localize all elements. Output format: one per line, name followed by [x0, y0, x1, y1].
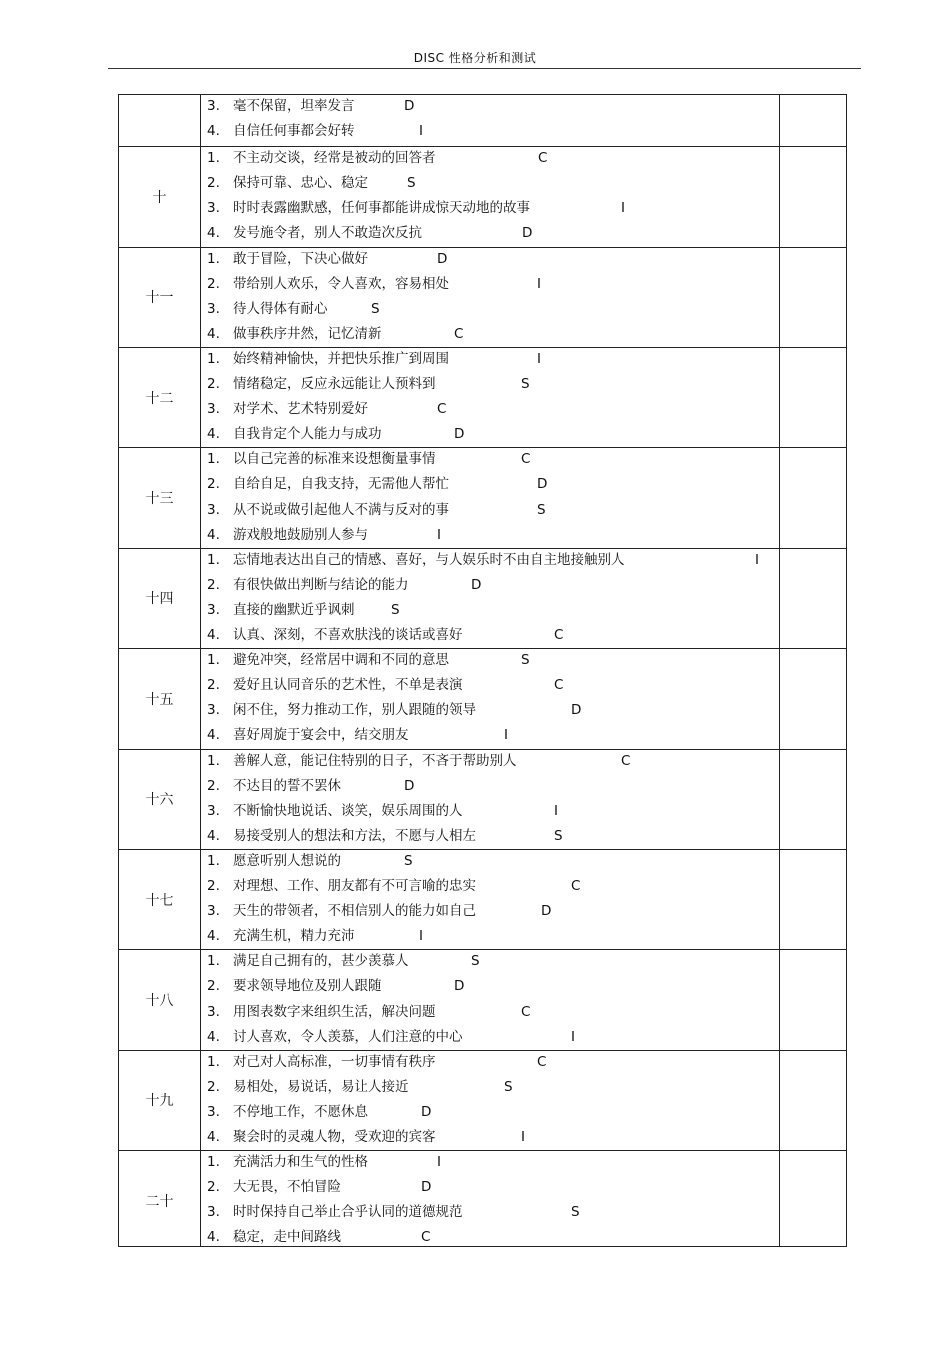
question-group	[119, 849, 846, 949]
option-text: 对理想、工作、朋友都有不可言喻的忠实	[233, 878, 476, 895]
option-index: 1.	[207, 150, 220, 167]
disc-type-label: D	[404, 98, 415, 114]
option-row	[207, 523, 368, 547]
option-text: 不达目的誓不罢休	[233, 777, 341, 794]
option-row	[207, 949, 409, 973]
option-text: 毫不保留，坦率发言	[233, 98, 355, 114]
option-index: 2.	[207, 275, 220, 292]
option-row	[207, 799, 463, 823]
question-group	[119, 146, 846, 246]
option-text: 保持可靠、忠心、稳定	[233, 175, 368, 192]
option-index: 3.	[207, 601, 220, 618]
disc-type-label: D	[421, 1103, 432, 1120]
option-text: 情绪稳定，反应永远能让人预料到	[233, 376, 436, 393]
option-row	[207, 824, 476, 848]
option-text: 愿意听别人想说的	[233, 853, 341, 869]
disc-type-label: D	[404, 777, 415, 794]
disc-type-label: I	[537, 275, 541, 292]
disc-type-label: C	[554, 677, 564, 694]
option-index: 1.	[207, 953, 220, 970]
option-row	[207, 874, 476, 898]
question-number: 十一	[145, 290, 174, 307]
disc-type-label: S	[554, 827, 563, 844]
disc-type-label: S	[371, 300, 380, 317]
option-index: 3.	[207, 200, 220, 217]
option-index: 3.	[207, 903, 220, 920]
option-text: 易相处，易说话，易让人接近	[233, 1078, 409, 1095]
option-text: 充满活力和生气的性格	[233, 1154, 368, 1171]
option-row	[207, 196, 530, 220]
option-row	[207, 447, 436, 471]
option-index: 1.	[207, 351, 220, 367]
disc-type-label: S	[404, 853, 413, 869]
option-index: 4.	[207, 1129, 220, 1146]
disc-type-label: S	[537, 501, 546, 518]
disc-type-label: C	[454, 325, 464, 342]
option-row	[207, 372, 436, 396]
question-number	[119, 95, 200, 146]
disc-type-label: I	[571, 1028, 575, 1045]
page-header-title: DISC 性格分析和测试	[413, 51, 537, 65]
disc-type-label: I	[419, 123, 423, 140]
option-row	[207, 974, 382, 998]
option-text: 直接的幽默近乎讽刺	[233, 601, 355, 618]
option-text: 对学术、艺术特别爱好	[233, 401, 368, 418]
option-row	[207, 749, 517, 773]
option-index: 3.	[207, 300, 220, 317]
disc-type-label: C	[521, 451, 531, 468]
option-row	[207, 774, 341, 798]
disc-type-label: D	[421, 1179, 432, 1196]
option-row	[207, 397, 368, 421]
option-row	[207, 171, 368, 195]
option-index: 3.	[207, 1204, 220, 1221]
option-text: 满足自己拥有的，甚少羡慕人	[233, 953, 409, 970]
option-text: 自我肯定个人能力与成功	[233, 426, 382, 443]
option-row	[207, 573, 409, 597]
option-index: 2.	[207, 677, 220, 694]
option-index: 2.	[207, 476, 220, 493]
option-row	[207, 322, 382, 346]
option-index: 4.	[207, 827, 220, 844]
option-text: 大无畏，不怕冒险	[233, 1179, 341, 1196]
option-index: 4.	[207, 928, 220, 945]
disc-type-label: C	[537, 1053, 547, 1070]
question-group	[119, 247, 846, 347]
option-row	[207, 272, 449, 296]
option-text: 认真、深刻，不喜欢肤浅的谈话或喜好	[233, 627, 463, 644]
disc-type-label: D	[571, 702, 582, 719]
option-text: 从不说或做引起他人不满与反对的事	[233, 501, 449, 518]
disc-type-label: I	[437, 1154, 441, 1171]
disc-type-label: C	[437, 401, 447, 418]
disc-type-label: S	[571, 1204, 580, 1221]
option-row	[207, 422, 382, 446]
question-number: 十二	[145, 390, 174, 407]
question-group	[119, 447, 846, 547]
option-row	[207, 347, 449, 371]
option-index: 3.	[207, 401, 220, 418]
option-text: 敢于冒险，下决心做好	[233, 250, 368, 267]
disc-type-label: I	[554, 802, 558, 819]
disc-type-label: S	[504, 1078, 513, 1095]
option-row	[207, 146, 436, 170]
option-index: 4.	[207, 325, 220, 342]
disc-type-label: I	[437, 526, 441, 543]
question-number: 十四	[145, 591, 174, 608]
option-index: 2.	[207, 576, 220, 593]
option-row	[207, 221, 422, 245]
question-group	[119, 648, 846, 748]
question-group	[119, 548, 846, 648]
option-text: 用图表数字来组织生活，解决问题	[233, 1003, 436, 1020]
option-index: 2.	[207, 175, 220, 192]
disc-type-label: C	[571, 878, 581, 895]
option-row	[207, 623, 463, 647]
disc-type-label: S	[391, 601, 400, 618]
header-rule	[108, 68, 861, 69]
question-group	[119, 347, 846, 447]
disc-type-label: D	[537, 476, 548, 493]
question-number: 十八	[145, 993, 174, 1010]
option-index: 3.	[207, 501, 220, 518]
option-text: 发号施令者，别人不敢造次反抗	[233, 225, 422, 242]
option-text: 时时表露幽默感，任何事都能讲成惊天动地的故事	[233, 200, 530, 217]
option-index: 4.	[207, 1028, 220, 1045]
disc-type-label: I	[504, 727, 508, 744]
option-index: 2.	[207, 376, 220, 393]
option-text: 要求领导地位及别人跟随	[233, 978, 382, 995]
option-text: 稳定，走中间路线	[233, 1229, 341, 1246]
option-text: 带给别人欢乐，令人喜欢，容易相处	[233, 275, 449, 292]
option-row	[207, 924, 355, 948]
option-row	[207, 1050, 436, 1074]
disc-type-label: I	[419, 928, 423, 945]
disc-type-label: S	[521, 652, 530, 669]
option-index: 4.	[207, 123, 220, 140]
option-index: 4.	[207, 526, 220, 543]
disc-type-label: I	[521, 1129, 525, 1146]
question-group	[119, 749, 846, 849]
option-text: 讨人喜欢，令人羡慕，人们注意的中心	[233, 1028, 463, 1045]
disc-type-label: C	[621, 752, 631, 769]
disc-type-label: I	[621, 200, 625, 217]
option-index: 1.	[207, 1053, 220, 1070]
option-text: 时时保持自己举止合乎认同的道德规范	[233, 1204, 463, 1221]
option-index: 2.	[207, 777, 220, 794]
option-index: 4.	[207, 627, 220, 644]
option-index: 3.	[207, 802, 220, 819]
option-row	[207, 1100, 368, 1124]
option-text: 不断愉快地说话、谈笑，娱乐周围的人	[233, 802, 463, 819]
option-index: 3.	[207, 1103, 220, 1120]
disc-type-label: C	[421, 1229, 431, 1246]
option-row	[207, 94, 355, 118]
option-text: 对己对人高标准，一切事情有秩序	[233, 1053, 436, 1070]
option-index: 4.	[207, 225, 220, 242]
option-index: 3.	[207, 98, 220, 114]
question-number: 十	[152, 189, 167, 206]
question-group	[119, 1150, 846, 1250]
option-text: 不停地工作，不愿休息	[233, 1103, 368, 1120]
option-index: 1.	[207, 1154, 220, 1171]
option-text: 聚会时的灵魂人物，受欢迎的宾客	[233, 1129, 436, 1146]
disc-type-label: D	[522, 225, 533, 242]
disc-type-label: I	[755, 551, 759, 568]
option-row	[207, 1150, 368, 1174]
option-index: 1.	[207, 853, 220, 869]
question-number: 十五	[145, 691, 174, 708]
option-text: 自给自足，自我支持，无需他人帮忙	[233, 476, 449, 493]
option-text: 忘情地表达出自己的情感、喜好，与人娱乐时不由自主地接触别人	[233, 551, 625, 568]
option-row	[207, 1200, 463, 1224]
option-index: 4.	[207, 1229, 220, 1246]
option-row	[207, 723, 409, 747]
option-row	[207, 1025, 463, 1049]
option-text: 做事秩序井然，记忆清新	[233, 325, 382, 342]
option-text: 善解人意，能记住特别的日子，不吝于帮助别人	[233, 752, 517, 769]
option-row	[207, 297, 328, 321]
option-index: 2.	[207, 1078, 220, 1095]
option-row	[207, 648, 449, 672]
option-row	[207, 247, 368, 271]
option-index: 4.	[207, 426, 220, 443]
option-row	[207, 1125, 436, 1149]
question-group	[119, 95, 846, 146]
question-number: 二十	[145, 1193, 174, 1210]
option-index: 1.	[207, 451, 220, 468]
disc-type-label: I	[537, 351, 541, 367]
option-index: 1.	[207, 250, 220, 267]
option-row	[207, 698, 476, 722]
disc-type-label: D	[454, 978, 465, 995]
question-table	[118, 94, 847, 1247]
option-text: 闲不住，努力推动工作，别人跟随的领导	[233, 702, 476, 719]
disc-type-label: C	[538, 150, 548, 167]
option-row	[207, 899, 476, 923]
option-text: 喜好周旋于宴会中，结交朋友	[233, 727, 409, 744]
question-number: 十六	[145, 792, 174, 809]
option-text: 不主动交谈，经常是被动的回答者	[233, 150, 436, 167]
option-row	[207, 498, 449, 522]
option-text: 易接受别人的想法和方法，不愿与人相左	[233, 827, 476, 844]
option-index: 2.	[207, 978, 220, 995]
option-text: 避免冲突，经常居中调和不同的意思	[233, 652, 449, 669]
question-group	[119, 1050, 846, 1150]
option-index: 2.	[207, 1179, 220, 1196]
option-index: 2.	[207, 878, 220, 895]
option-text: 以自己完善的标准来设想衡量事情	[233, 451, 436, 468]
option-index: 3.	[207, 1003, 220, 1020]
disc-type-label: S	[471, 953, 480, 970]
option-row	[207, 1175, 341, 1199]
option-index: 4.	[207, 727, 220, 744]
question-number: 十九	[145, 1093, 174, 1110]
option-row	[207, 673, 463, 697]
option-text: 天生的带领者，不相信别人的能力如自己	[233, 903, 476, 920]
disc-type-label: D	[454, 426, 465, 443]
option-index: 1.	[207, 551, 220, 568]
option-text: 待人得体有耐心	[233, 300, 328, 317]
option-row	[207, 472, 449, 496]
option-text: 自信任何事都会好转	[233, 123, 355, 140]
disc-type-label: C	[554, 627, 564, 644]
option-row	[207, 849, 341, 873]
question-group	[119, 949, 846, 1049]
option-text: 有很快做出判断与结论的能力	[233, 576, 409, 593]
disc-type-label: S	[407, 175, 416, 192]
disc-type-label: D	[541, 903, 552, 920]
option-row	[207, 119, 355, 143]
option-row	[207, 1225, 341, 1249]
disc-type-label: D	[471, 576, 482, 593]
option-row	[207, 1075, 409, 1099]
disc-type-label: S	[521, 376, 530, 393]
option-row	[207, 598, 355, 622]
option-index: 1.	[207, 652, 220, 669]
question-number: 十三	[145, 491, 174, 508]
disc-type-label: C	[521, 1003, 531, 1020]
option-row	[207, 548, 625, 572]
option-text: 爱好且认同音乐的艺术性，不单是表演	[233, 677, 463, 694]
option-text: 始终精神愉快，并把快乐推广到周围	[233, 351, 449, 367]
option-index: 1.	[207, 752, 220, 769]
option-text: 充满生机，精力充沛	[233, 928, 355, 945]
option-text: 游戏般地鼓励别人参与	[233, 526, 368, 543]
disc-type-label: D	[437, 250, 448, 267]
option-index: 3.	[207, 702, 220, 719]
option-row	[207, 1000, 436, 1024]
question-number: 十七	[145, 892, 174, 909]
